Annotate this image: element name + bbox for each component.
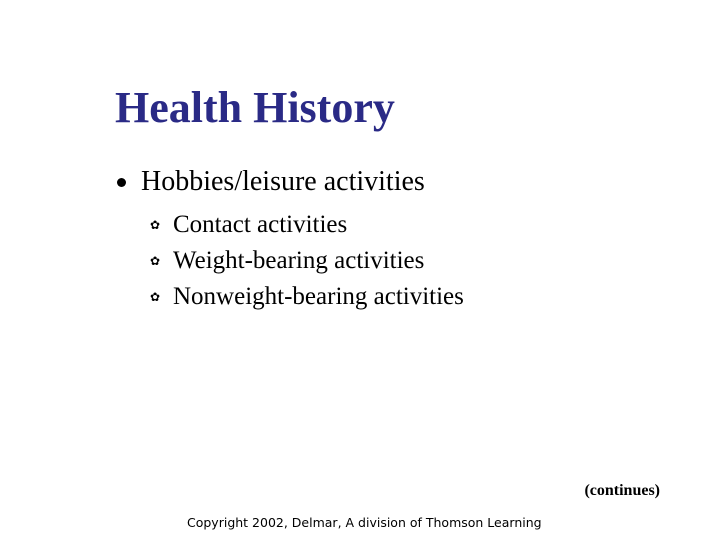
- sub-bullet-item: [148, 243, 464, 279]
- flower-bullet-icon: ✿: [149, 290, 161, 304]
- continues-label: (continues): [584, 482, 660, 499]
- sub-bullet-item: [148, 207, 464, 243]
- bullet-item: [117, 163, 425, 201]
- sub-bullet-text: Weight-bearing activities: [173, 247, 425, 274]
- sub-bullet-text: Contact activities: [173, 211, 348, 238]
- bullet-text: Hobbies/leisure activities: [141, 166, 425, 197]
- filled-circle-bullet-icon: [117, 178, 126, 187]
- sub-bullet-item: [148, 279, 464, 315]
- slide-title: Health History: [115, 83, 395, 132]
- flower-bullet-icon: ✿: [149, 218, 161, 232]
- sub-bullet-list: [148, 207, 464, 315]
- flower-bullet-icon: ✿: [149, 254, 161, 268]
- sub-bullet-text: Nonweight-bearing activities: [173, 283, 464, 310]
- copyright-footer: Copyright 2002, Delmar, A division of Thomson Learning: [187, 515, 542, 530]
